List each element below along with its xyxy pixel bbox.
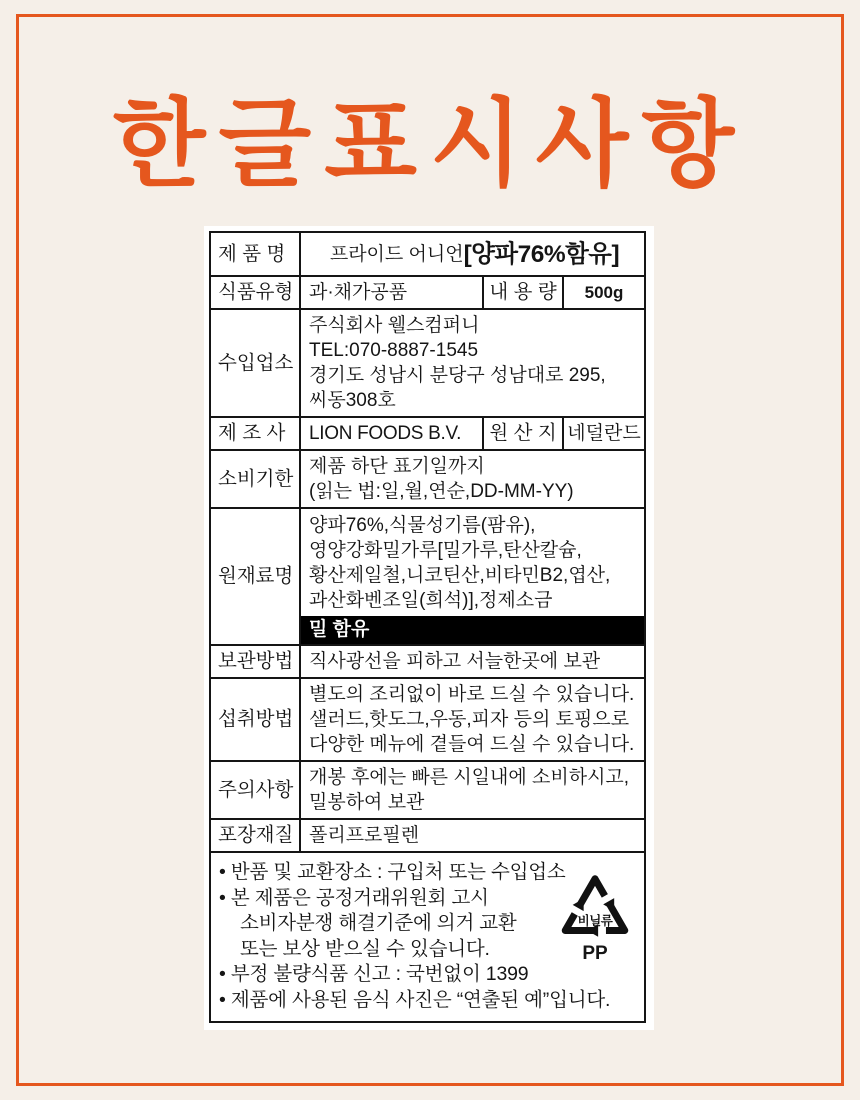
ingredients-lines [301, 509, 644, 616]
ingredients-line: 과산화벤조일(희석)],정제소금 [309, 590, 553, 611]
serving-line: 다양한 메뉴에 곁들여 드실 수 있습니다. [309, 734, 635, 755]
product-name-highlight: [양파76%함유] [463, 240, 620, 268]
ingredients-line: 영양강화밀가루[밀가루,탄산칼슘, [309, 540, 582, 561]
row-label: 주의사항 [211, 762, 301, 818]
row-label: 제 조 사 [211, 418, 301, 449]
row-label: 섭취방법 [211, 679, 301, 760]
footer-note: 소비자분쟁 해결기준에 의거 교환 [240, 912, 517, 934]
table-row-manufacturer [211, 416, 644, 449]
footer-note: • 반품 및 교환장소 : 구입처 또는 수입업소 [219, 861, 566, 883]
recycle-code-label: PP [582, 943, 608, 964]
table-row-expiry [211, 449, 644, 507]
serving-cell [301, 679, 644, 760]
caution-cell [301, 762, 644, 818]
page-title: 한글표시사항 [112, 91, 748, 198]
importer-line: 경기도 성남시 분당구 성남대로 295, [309, 365, 606, 386]
table-row-serving [211, 677, 644, 760]
product-name-cell [301, 233, 644, 275]
importer-line: 주식회사 웰스컴퍼니 [309, 315, 480, 336]
ingredients-line: 황산제일철,니코틴산,비타민B2,엽산, [309, 565, 611, 586]
caution-line: 개봉 후에는 빠른 시일내에 소비하시고, [309, 767, 630, 788]
table-footer-notes [211, 851, 644, 1021]
footer-note: • 본 제품은 공정거래위원회 고시 [219, 886, 489, 909]
ingredients-line: 양파76%,식물성기름(팜유), [309, 515, 536, 536]
caution-line: 밀봉하여 보관 [309, 792, 425, 813]
importer-cell [301, 310, 644, 416]
row-label: 식품유형 [211, 277, 301, 308]
origin-label: 원 산 지 [482, 418, 562, 449]
row-label: 포장재질 [211, 820, 301, 851]
footer-note: 또는 보상 받으실 수 있습니다. [240, 937, 490, 960]
ingredients-cell [301, 509, 644, 644]
row-label: 수입업소 [211, 310, 301, 416]
table-row-ingredients [211, 507, 644, 644]
packaging-cell: 폴리프로필렌 [309, 825, 420, 846]
footer-note: • 부정 불량식품 신고 : 국번없이 1399 [219, 963, 529, 985]
expiry-line: (읽는 법:일,월,연순,DD-MM-YY) [309, 481, 574, 502]
footer-note: • 제품에 사용된 음식 사진은 “연출된 예”입니다. [219, 988, 611, 1011]
table-row-food-type [211, 275, 644, 308]
table-row-importer [211, 308, 644, 416]
table-row-product-name [211, 233, 644, 275]
row-label: 보관방법 [211, 646, 301, 677]
net-weight-label: 내 용 량 [482, 277, 562, 308]
importer-line: TEL:070-8887-1545 [309, 340, 479, 361]
importer-line: 씨동308호 [309, 390, 396, 411]
serving-line: 샐러드,핫도그,우동,피자 등의 토핑으로 [309, 709, 630, 730]
origin-value: 네덜란드 [562, 418, 644, 449]
product-name-text: 프라이드 어니언 [329, 243, 464, 265]
table-row-caution [211, 760, 644, 818]
serving-line: 별도의 조리없이 바로 드실 수 있습니다. [309, 684, 635, 705]
label-panel [204, 226, 654, 1030]
table-row-storage [211, 644, 644, 677]
recycle-material-label: 비닐류 [577, 914, 613, 928]
storage-cell: 직사광선을 피하고 서늘한곳에 보관 [309, 651, 601, 672]
expiry-line: 제품 하단 표기일까지 [309, 456, 485, 477]
expiry-cell [301, 451, 644, 507]
recycling-triangle-icon [555, 871, 635, 943]
label-table [209, 231, 646, 1023]
food-type-cell: 과·채가공품 [309, 282, 408, 303]
manufacturer-cell: LION FOODS B.V. [309, 423, 462, 444]
recycling-mark [552, 871, 638, 966]
row-label: 원재료명 [211, 509, 301, 644]
table-row-packaging [211, 818, 644, 851]
allergen-bar: 밀 함유 [301, 616, 644, 644]
row-label: 제 품 명 [211, 233, 301, 275]
net-weight-value: 500g [562, 277, 644, 308]
row-label: 소비기한 [211, 451, 301, 507]
